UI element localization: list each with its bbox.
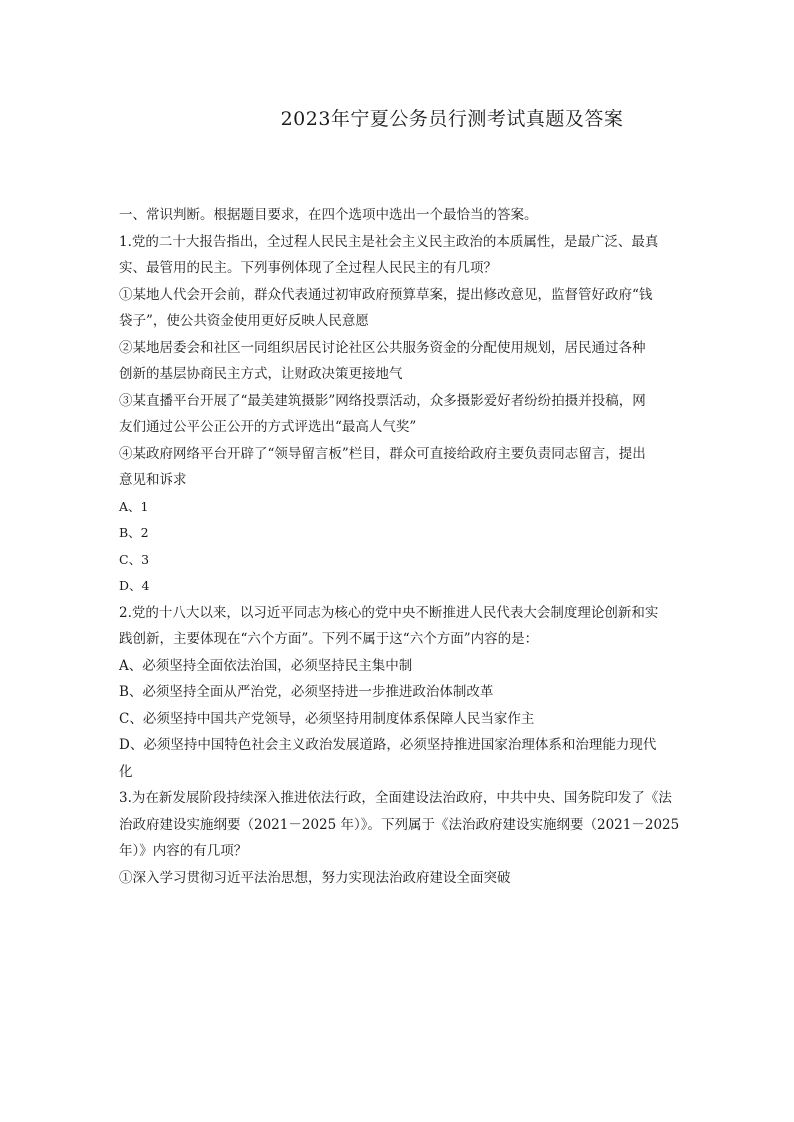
question-1-option: C、3 xyxy=(119,551,150,567)
question-3-stem: 治政府建设实施纲要（2021－2025 年）》。下列属于《法治政府建设实施纲要（2021－2025 xyxy=(119,816,680,833)
question-1-stem: 实、最管用的民主。下列事例体现了全过程人民民主的有几项？ xyxy=(119,260,497,276)
question-1-option: D、4 xyxy=(119,578,150,593)
question-2-option: B、必须坚持全面从严治党，必须坚持进一步推进政治体制改革 xyxy=(119,684,494,700)
question-2-stem: 2.党的十八大以来，以习近平同志为核心的党中央不断推进人民代表大会制度理论创新和实 xyxy=(119,604,659,621)
question-1-item: ①某地人代会开会前，群众代表通过初审政府预算草案，提出修改意见，监督管好政府“钱 xyxy=(119,286,653,303)
question-2-option: 化 xyxy=(119,763,133,780)
question-1-item: 意见和诉求 xyxy=(119,472,187,488)
question-1-item: 创新的基层协商民主方式，让财政决策更接地气 xyxy=(119,366,403,382)
question-1-item: ②某地居委会和社区一同组织居民讨论社区公共服务资金的分配使用规划，居民通过各种 xyxy=(119,339,646,356)
question-2-option: A、必须坚持全面依法治国，必须坚持民主集中制 xyxy=(119,657,413,674)
question-1-option: B、2 xyxy=(119,525,149,540)
question-3-stem: 年）》内容的有几项？ xyxy=(119,843,248,859)
section-heading: 一、常识判断。根据题目要求，在四个选项中选出一个最恰当的答案。 xyxy=(119,207,538,223)
question-2-option: D、必须坚持中国特色社会主义政治发展道路，必须坚持推进国家治理体系和治理能力现代 xyxy=(119,737,657,753)
question-1-item: 友们通过公平公正公开的方式评选出“最高人气奖” xyxy=(119,419,417,435)
question-1-item: 袋子”，使公共资金使用更好反映人民意愿 xyxy=(119,313,369,329)
question-1-option: A、1 xyxy=(119,498,149,514)
question-1-stem: 1.党的二十大报告指出，全过程人民民主是社会主义民主政治的本质属性，是最广泛、最真 xyxy=(119,233,659,250)
question-2-stem: 践创新，主要体现在“六个方面”。下列不属于这“六个方面”内容的是： xyxy=(119,631,539,647)
question-1-item: ③某直播平台开展了“最美建筑摄影”网络投票活动，众多摄影爱好者纷纷拍摄并投稿，网 xyxy=(119,392,646,409)
question-3-item: ①深入学习贯彻习近平法治思想，努力实现法治政府建设全面突破 xyxy=(119,869,511,886)
document-body xyxy=(119,202,689,891)
question-3-stem: 3.为在新发展阶段持续深入推进依法行政，全面建设法治政府，中共中央、国务院印发了《法 xyxy=(119,790,672,806)
document-title: 2023年宁夏公务员行测考试真题及答案 xyxy=(280,108,624,130)
question-2-option: C、必须坚持中国共产党领导，必须坚持用制度体系保障人民当家作主 xyxy=(119,710,535,727)
question-1-item: ④某政府网络平台开辟了“领导留言板”栏目，群众可直接给政府主要负责同志留言，提出 xyxy=(119,445,646,462)
